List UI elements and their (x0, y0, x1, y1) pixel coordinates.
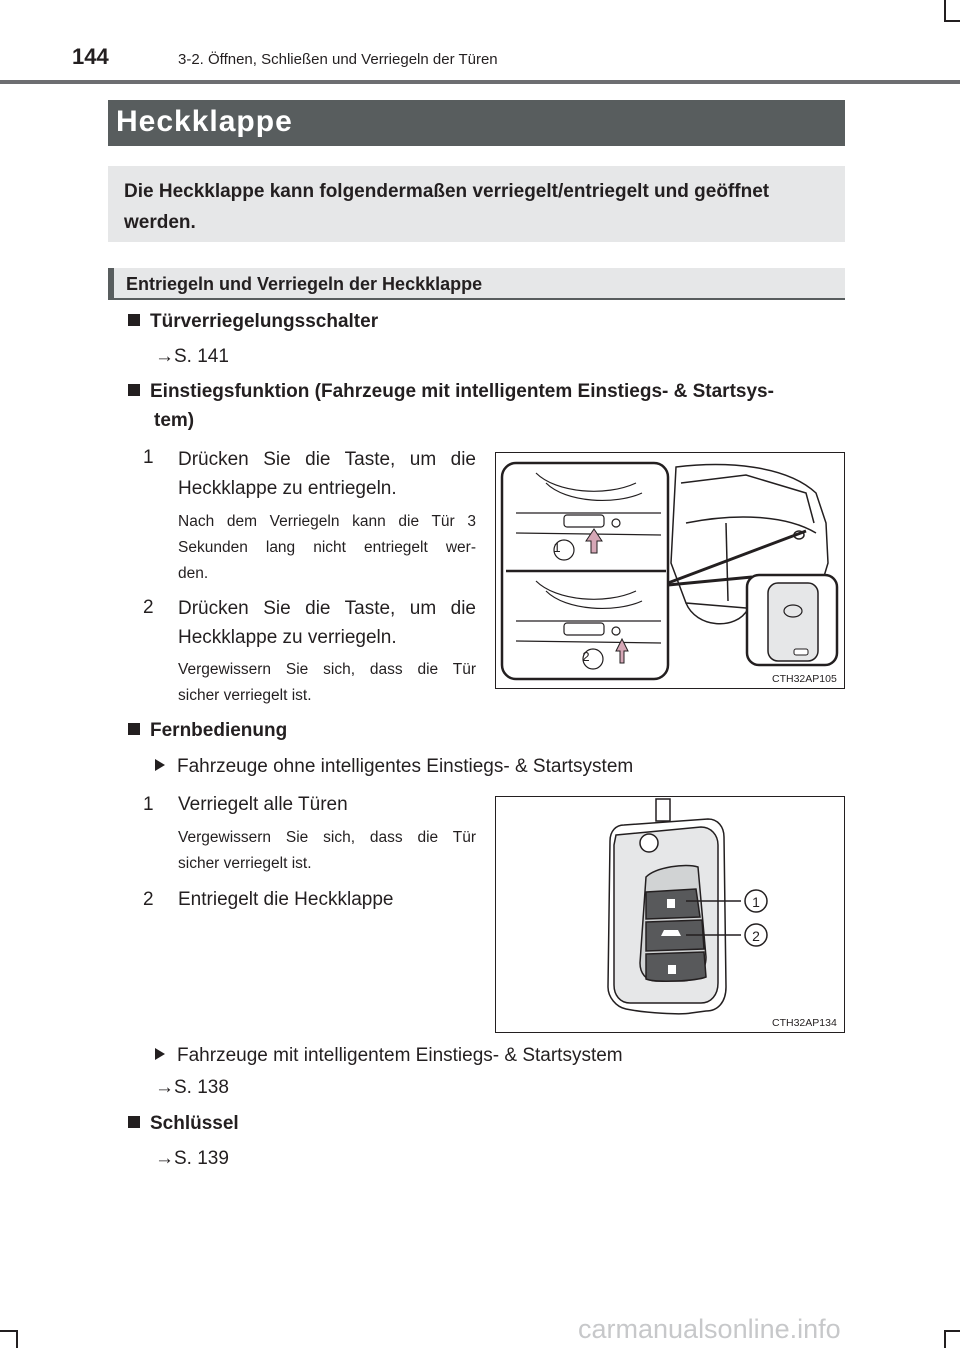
remote-step-1-note-line2: sicher verriegelt ist. (178, 855, 312, 872)
page-title: Heckklappe (116, 105, 293, 138)
door-switch-reference[interactable] (155, 346, 229, 368)
triangle-bullet-icon (155, 1048, 165, 1060)
remote-variant-b-text: Fahrzeuge mit intelligentem Einstiegs- & Startsystem (177, 1045, 623, 1066)
crop-mark (16, 1330, 18, 1348)
remote-variant-a-text: Fahrzeuge ohne intelligentes Einstiegs- & Startsystem (177, 756, 634, 777)
triangle-bullet-icon (155, 759, 165, 771)
section-bar-accent (108, 268, 114, 300)
remote-heading-text: Fernbedienung (150, 720, 288, 741)
remote-variant-a (155, 752, 633, 781)
step-2-text-line2: Heckklappe zu verriegeln. (178, 627, 397, 648)
tailgate-illustration (496, 453, 843, 687)
arrow-icon: → (155, 1077, 174, 1098)
figure-callout-1: 1 (553, 540, 561, 555)
remote-callout-2: 2 (752, 928, 760, 944)
square-bullet-icon (128, 1116, 140, 1128)
step-1-text-line1: Drücken Sie die Taste, um die (178, 449, 476, 470)
watermark: carmanualsonline.info (578, 1314, 841, 1344)
remote-step-1-note-line1: Vergewissern Sie sich, dass die Tür (178, 829, 476, 846)
header-rule (0, 80, 960, 84)
section-title: Entriegeln und Verriegeln der Heckklappe (126, 274, 483, 294)
door-switch-ref-text: S. 141 (174, 346, 229, 367)
step-number-1: 1 (143, 447, 154, 468)
square-bullet-icon (128, 384, 140, 396)
arrow-icon: → (155, 346, 174, 367)
chapter-title: 3-2. Öffnen, Schließen und Verriegeln der Türen (178, 51, 498, 68)
key-reference[interactable] (155, 1148, 229, 1170)
crop-mark (944, 1330, 960, 1332)
remote-variant-b-ref-text: S. 138 (174, 1077, 229, 1098)
intro-text: Die Heckklappe kann folgendermaßen verriegelt/entriegelt und geöffnet werden. (124, 181, 770, 233)
crop-mark (944, 0, 946, 22)
remote-key-figure (495, 796, 845, 1033)
door-switch-heading (128, 311, 378, 333)
step-1-text-line2: Heckklappe zu entriegeln. (178, 478, 397, 499)
crop-mark (944, 1330, 946, 1348)
crop-mark (944, 20, 960, 22)
entry-function-heading-line1: Einstiegsfunktion (Fahrzeuge mit intelligentem Einstiegs- & Startsys- (150, 381, 774, 402)
crop-mark (0, 1330, 16, 1332)
entry-function-heading (128, 381, 774, 403)
figure-code: CTH32AP105 (772, 673, 837, 685)
remote-variant-b-reference[interactable] (155, 1077, 229, 1099)
step-2-text-line1: Drücken Sie die Taste, um die (178, 598, 476, 619)
step-1-note-line3: den. (178, 565, 209, 582)
step-2-note-line2: sicher verriegelt ist. (178, 687, 312, 704)
remote-step-number-2: 2 (143, 889, 154, 910)
page-number: 144 (72, 44, 109, 69)
step-1-note-line1: Nach dem Verriegeln kann die Tür 3 (178, 513, 476, 530)
square-bullet-icon (128, 314, 140, 326)
remote-variant-b (155, 1041, 623, 1070)
key-heading-text: Schlüssel (150, 1113, 239, 1134)
remote-step-1-text: Verriegelt alle Türen (178, 794, 348, 815)
step-2-note-line1: Vergewissern Sie sich, dass die Tür (178, 661, 476, 678)
step-number-2: 2 (143, 597, 154, 618)
remote-heading (128, 720, 287, 742)
arrow-icon: → (155, 1148, 174, 1169)
step-1-note-line2: Sekunden lang nicht entriegelt wer- (178, 539, 476, 556)
remote-step-number-1: 1 (143, 794, 154, 815)
figure-callout-2: 2 (582, 649, 590, 664)
square-bullet-icon (128, 723, 140, 735)
remote-figure-code: CTH32AP134 (772, 1017, 837, 1029)
remote-key-illustration (496, 797, 843, 1031)
key-ref-text: S. 139 (174, 1148, 229, 1169)
tailgate-figure (495, 452, 845, 689)
key-heading (128, 1113, 239, 1135)
remote-step-2-text: Entriegelt die Heckklappe (178, 889, 394, 910)
entry-function-heading-line2: tem) (154, 410, 195, 431)
remote-callout-1: 1 (752, 894, 760, 910)
door-switch-heading-text: Türverriegelungsschalter (150, 311, 379, 332)
